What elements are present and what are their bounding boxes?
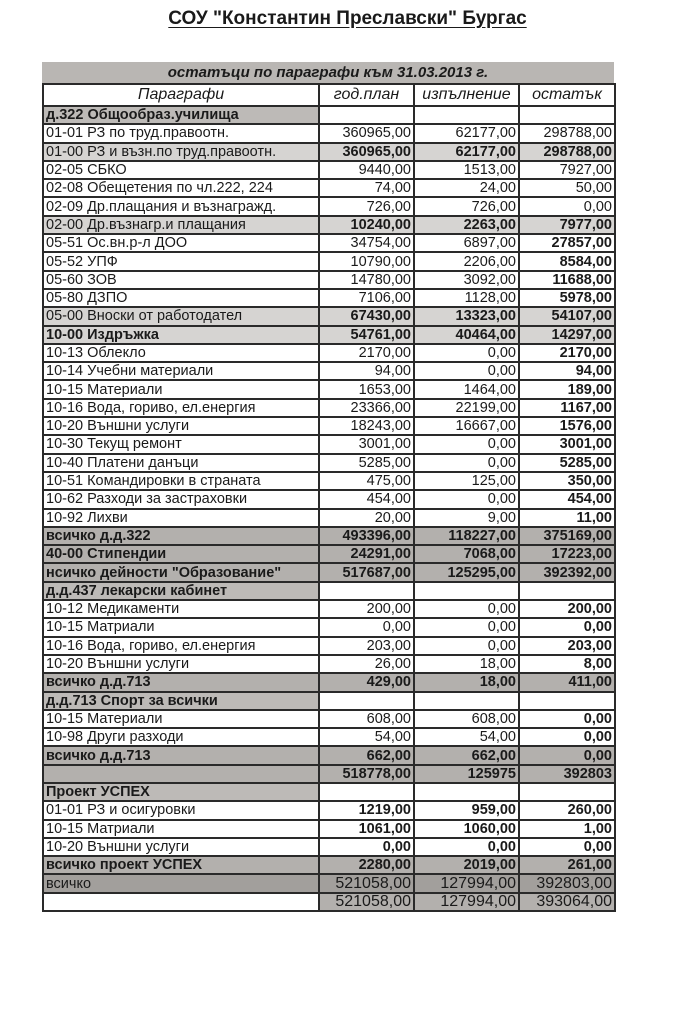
execution-cell: 18,00: [414, 673, 519, 691]
annual-plan-cell: 10790,00: [319, 252, 414, 270]
row-label: 10-30 Текущ ремонт: [43, 435, 319, 453]
remainder-cell: 3001,00: [519, 435, 615, 453]
row-label: 40-00 Стипендии: [43, 545, 319, 563]
remainder-cell: 392803,00: [519, 874, 615, 892]
table-row: [43, 124, 615, 142]
execution-cell: 9,00: [414, 509, 519, 527]
execution-cell: [414, 582, 519, 600]
annual-plan-cell: 493396,00: [319, 527, 414, 545]
annual-plan-cell: 2170,00: [319, 344, 414, 362]
table-row: [43, 435, 615, 453]
table-row: [43, 399, 615, 417]
execution-cell: 127994,00: [414, 893, 519, 911]
annual-plan-cell: 200,00: [319, 600, 414, 618]
remainder-cell: [519, 692, 615, 710]
row-label: 01-00 РЗ и възн.по труд.правоотн.: [43, 143, 319, 161]
report-subtitle-banner: остатъци по параграфи към 31.03.2013 г.: [42, 62, 614, 83]
execution-cell: 0,00: [414, 490, 519, 508]
table-body: [43, 106, 615, 911]
execution-cell: 0,00: [414, 600, 519, 618]
row-label: 10-51 Командировки в страната: [43, 472, 319, 490]
remainder-cell: 260,00: [519, 801, 615, 819]
annual-plan-cell: [319, 582, 414, 600]
row-label: 02-09 Др.плащания и възнагражд.: [43, 197, 319, 215]
remainder-cell: 1576,00: [519, 417, 615, 435]
execution-cell: 2206,00: [414, 252, 519, 270]
execution-cell: 2019,00: [414, 856, 519, 874]
annual-plan-cell: 203,00: [319, 637, 414, 655]
execution-cell: 1128,00: [414, 289, 519, 307]
execution-cell: 18,00: [414, 655, 519, 673]
row-label: 10-16 Вода, гориво, ел.енергия: [43, 399, 319, 417]
table-row: [43, 362, 615, 380]
table-row: [43, 746, 615, 764]
annual-plan-cell: 360965,00: [319, 124, 414, 142]
table-row: [43, 673, 615, 691]
execution-cell: 7068,00: [414, 545, 519, 563]
annual-plan-cell: 1061,00: [319, 820, 414, 838]
annual-plan-cell: 7106,00: [319, 289, 414, 307]
table-row: [43, 874, 615, 892]
annual-plan-cell: 518778,00: [319, 765, 414, 783]
execution-cell: 662,00: [414, 746, 519, 764]
execution-cell: 62177,00: [414, 143, 519, 161]
row-label: 10-62 Разходи за застраховки: [43, 490, 319, 508]
row-label: 05-52 УПФ: [43, 252, 319, 270]
table-row: [43, 783, 615, 801]
annual-plan-cell: 0,00: [319, 618, 414, 636]
remainder-cell: 14297,00: [519, 326, 615, 344]
row-label: 02-08 Обещетения по чл.222, 224: [43, 179, 319, 197]
execution-cell: 2263,00: [414, 216, 519, 234]
execution-cell: 118227,00: [414, 527, 519, 545]
remainder-cell: 392392,00: [519, 563, 615, 581]
table-row: [43, 820, 615, 838]
annual-plan-cell: [319, 106, 414, 124]
annual-plan-cell: 94,00: [319, 362, 414, 380]
annual-plan-cell: 1653,00: [319, 380, 414, 398]
annual-plan-cell: 34754,00: [319, 234, 414, 252]
row-label: 10-40 Платени данъци: [43, 454, 319, 472]
table-row: [43, 490, 615, 508]
annual-plan-cell: 5285,00: [319, 454, 414, 472]
header-remainder: остатък: [519, 84, 615, 106]
remainder-cell: 1167,00: [519, 399, 615, 417]
execution-cell: 1513,00: [414, 161, 519, 179]
table-row: [43, 893, 615, 911]
remainder-cell: 54107,00: [519, 307, 615, 325]
execution-cell: 6897,00: [414, 234, 519, 252]
execution-cell: [414, 783, 519, 801]
table-row: [43, 563, 615, 581]
execution-cell: 24,00: [414, 179, 519, 197]
table-row: [43, 380, 615, 398]
annual-plan-cell: 517687,00: [319, 563, 414, 581]
remainder-cell: 0,00: [519, 838, 615, 856]
table-row: [43, 710, 615, 728]
row-label: 02-00 Др.възнагр.и плащания: [43, 216, 319, 234]
table-row: [43, 216, 615, 234]
annual-plan-cell: 54761,00: [319, 326, 414, 344]
row-label: 05-51 Ос.вн.р-л ДОО: [43, 234, 319, 252]
table-row: [43, 344, 615, 362]
execution-cell: 0,00: [414, 838, 519, 856]
remainder-cell: [519, 783, 615, 801]
execution-cell: 22199,00: [414, 399, 519, 417]
balances-table: [42, 83, 616, 912]
remainder-cell: 392803: [519, 765, 615, 783]
table-row: [43, 545, 615, 563]
row-label: всичко д.д.713: [43, 673, 319, 691]
annual-plan-cell: 2280,00: [319, 856, 414, 874]
remainder-cell: 1,00: [519, 820, 615, 838]
execution-cell: [414, 106, 519, 124]
execution-cell: 40464,00: [414, 326, 519, 344]
annual-plan-cell: 14780,00: [319, 271, 414, 289]
table-row: [43, 838, 615, 856]
remainder-cell: 5978,00: [519, 289, 615, 307]
annual-plan-cell: 726,00: [319, 197, 414, 215]
table-row: [43, 600, 615, 618]
row-label: 01-01 РЗ и осигуровки: [43, 801, 319, 819]
row-label: 10-20 Външни услуги: [43, 417, 319, 435]
execution-cell: 54,00: [414, 728, 519, 746]
remainder-cell: 11,00: [519, 509, 615, 527]
remainder-cell: 50,00: [519, 179, 615, 197]
remainder-cell: [519, 582, 615, 600]
row-label: всичко: [43, 874, 319, 892]
table-row: [43, 454, 615, 472]
table-header-row: [43, 84, 615, 106]
table-row: [43, 179, 615, 197]
annual-plan-cell: 3001,00: [319, 435, 414, 453]
remainder-cell: 298788,00: [519, 124, 615, 142]
annual-plan-cell: 23366,00: [319, 399, 414, 417]
row-label: 10-14 Учебни материали: [43, 362, 319, 380]
table-row: [43, 289, 615, 307]
table-row: [43, 252, 615, 270]
remainder-cell: 27857,00: [519, 234, 615, 252]
execution-cell: 0,00: [414, 454, 519, 472]
annual-plan-cell: 26,00: [319, 655, 414, 673]
table-row: [43, 765, 615, 783]
row-label: д.322 Общообраз.училища: [43, 106, 319, 124]
remainder-cell: 0,00: [519, 746, 615, 764]
remainder-cell: [519, 106, 615, 124]
annual-plan-cell: [319, 692, 414, 710]
remainder-cell: 94,00: [519, 362, 615, 380]
remainder-cell: 375169,00: [519, 527, 615, 545]
row-label: 10-12 Медикаменти: [43, 600, 319, 618]
execution-cell: 3092,00: [414, 271, 519, 289]
table-row: [43, 509, 615, 527]
row-label: 10-15 Матриали: [43, 820, 319, 838]
table-row: [43, 161, 615, 179]
table-row: [43, 271, 615, 289]
execution-cell: 62177,00: [414, 124, 519, 142]
row-label: всичко проект УСПЕХ: [43, 856, 319, 874]
row-label: 10-98 Други разходи: [43, 728, 319, 746]
execution-cell: 16667,00: [414, 417, 519, 435]
remainder-cell: 7977,00: [519, 216, 615, 234]
annual-plan-cell: 429,00: [319, 673, 414, 691]
remainder-cell: 17223,00: [519, 545, 615, 563]
row-label: д.д.713 Спорт за всички: [43, 692, 319, 710]
execution-cell: 0,00: [414, 344, 519, 362]
row-label: 10-20 Външни услуги: [43, 655, 319, 673]
remainder-cell: 454,00: [519, 490, 615, 508]
table-row: [43, 143, 615, 161]
table-row: [43, 692, 615, 710]
annual-plan-cell: 475,00: [319, 472, 414, 490]
annual-plan-cell: 521058,00: [319, 893, 414, 911]
annual-plan-cell: 67430,00: [319, 307, 414, 325]
table-row: [43, 472, 615, 490]
execution-cell: 608,00: [414, 710, 519, 728]
annual-plan-cell: 10240,00: [319, 216, 414, 234]
annual-plan-cell: 360965,00: [319, 143, 414, 161]
remainder-cell: 0,00: [519, 197, 615, 215]
execution-cell: 0,00: [414, 637, 519, 655]
table-row: [43, 618, 615, 636]
row-label: 10-15 Материали: [43, 380, 319, 398]
execution-cell: 125975: [414, 765, 519, 783]
table-row: [43, 527, 615, 545]
row-label: 05-60 ЗОВ: [43, 271, 319, 289]
row-label: 01-01 РЗ по труд.правоотн.: [43, 124, 319, 142]
row-label: 02-05 СБКО: [43, 161, 319, 179]
table-row: [43, 307, 615, 325]
remainder-cell: 393064,00: [519, 893, 615, 911]
annual-plan-cell: 9440,00: [319, 161, 414, 179]
row-label: 05-80 ДЗПО: [43, 289, 319, 307]
execution-cell: 0,00: [414, 435, 519, 453]
table-row: [43, 856, 615, 874]
row-label: 10-13 Облекло: [43, 344, 319, 362]
header-paragraphs: Параграфи: [43, 84, 319, 106]
document-title-text: СОУ "Константин Преславски" Бургас: [168, 8, 527, 29]
header-execution: изпълнение: [414, 84, 519, 106]
remainder-cell: 189,00: [519, 380, 615, 398]
remainder-cell: 203,00: [519, 637, 615, 655]
table-row: [43, 655, 615, 673]
row-label: Проект УСПЕХ: [43, 783, 319, 801]
execution-cell: 13323,00: [414, 307, 519, 325]
remainder-cell: 2170,00: [519, 344, 615, 362]
annual-plan-cell: 662,00: [319, 746, 414, 764]
annual-plan-cell: 521058,00: [319, 874, 414, 892]
header-annual-plan: год.план: [319, 84, 414, 106]
annual-plan-cell: 608,00: [319, 710, 414, 728]
annual-plan-cell: 74,00: [319, 179, 414, 197]
row-label: всичко д.д.322: [43, 527, 319, 545]
annual-plan-cell: 18243,00: [319, 417, 414, 435]
remainder-cell: 298788,00: [519, 143, 615, 161]
execution-cell: 125295,00: [414, 563, 519, 581]
remainder-cell: 0,00: [519, 710, 615, 728]
remainder-cell: 5285,00: [519, 454, 615, 472]
execution-cell: 127994,00: [414, 874, 519, 892]
annual-plan-cell: 24291,00: [319, 545, 414, 563]
annual-plan-cell: [319, 783, 414, 801]
row-label: 10-15 Материали: [43, 710, 319, 728]
remainder-cell: 200,00: [519, 600, 615, 618]
execution-cell: 726,00: [414, 197, 519, 215]
remainder-cell: 0,00: [519, 728, 615, 746]
table-row: [43, 728, 615, 746]
annual-plan-cell: 454,00: [319, 490, 414, 508]
remainder-cell: 0,00: [519, 618, 615, 636]
remainder-cell: 11688,00: [519, 271, 615, 289]
annual-plan-cell: 1219,00: [319, 801, 414, 819]
row-label: нсичко дейности "Образование": [43, 563, 319, 581]
table-row: [43, 637, 615, 655]
document-title: [0, 8, 695, 30]
row-label: 10-16 Вода, гориво, ел.енергия: [43, 637, 319, 655]
execution-cell: 959,00: [414, 801, 519, 819]
row-label: 10-20 Външни услуги: [43, 838, 319, 856]
row-label: [43, 893, 319, 911]
remainder-cell: 261,00: [519, 856, 615, 874]
execution-cell: [414, 692, 519, 710]
annual-plan-cell: 20,00: [319, 509, 414, 527]
execution-cell: 125,00: [414, 472, 519, 490]
execution-cell: 0,00: [414, 362, 519, 380]
table-row: [43, 582, 615, 600]
row-label: всичко д.д.713: [43, 746, 319, 764]
table-row: [43, 106, 615, 124]
remainder-cell: 8584,00: [519, 252, 615, 270]
table-row: [43, 197, 615, 215]
table-row: [43, 326, 615, 344]
row-label: 10-00 Издръжка: [43, 326, 319, 344]
row-label: 10-92 Лихви: [43, 509, 319, 527]
remainder-cell: 411,00: [519, 673, 615, 691]
table-row: [43, 801, 615, 819]
execution-cell: 1464,00: [414, 380, 519, 398]
row-label: 05-00 Вноски от работодател: [43, 307, 319, 325]
row-label: д.д.437 лекарски кабинет: [43, 582, 319, 600]
execution-cell: 0,00: [414, 618, 519, 636]
execution-cell: 1060,00: [414, 820, 519, 838]
row-label: 10-15 Матриали: [43, 618, 319, 636]
table-row: [43, 234, 615, 252]
row-label: [43, 765, 319, 783]
remainder-cell: 350,00: [519, 472, 615, 490]
remainder-cell: 7927,00: [519, 161, 615, 179]
annual-plan-cell: 0,00: [319, 838, 414, 856]
remainder-cell: 8,00: [519, 655, 615, 673]
annual-plan-cell: 54,00: [319, 728, 414, 746]
table-row: [43, 417, 615, 435]
